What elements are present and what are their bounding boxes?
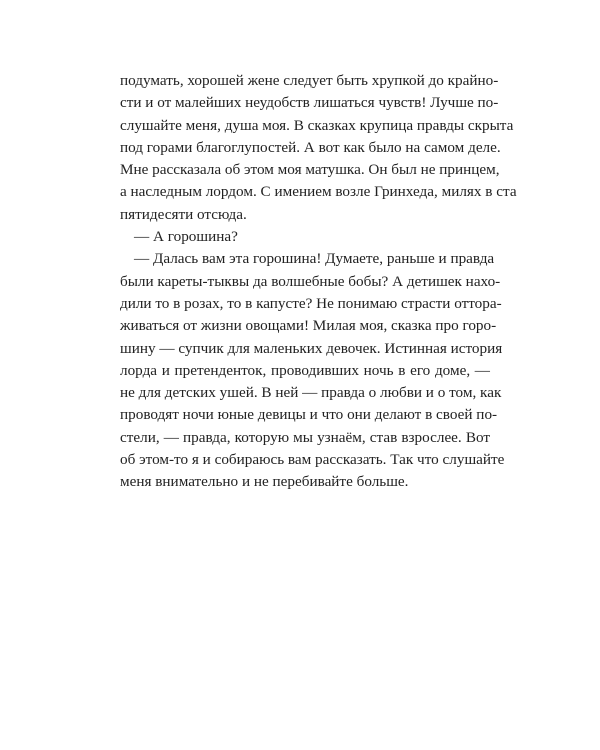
text-line: а наследным лордом. С имением возле Гринхеда, милях в ста — [120, 183, 517, 201]
text-line: пятидесяти отсюда. — [120, 205, 247, 223]
text-line: проводят ночи юные девицы и что они делают в своей по- — [120, 406, 498, 424]
text-line: шину — супчик для маленьких девочек. Истинная история — [120, 339, 503, 357]
text-line: Мне рассказала об этом моя матушка. Он был не принцем, — [120, 161, 500, 179]
dialogue-line: — Далась вам эта горошина! Думаете, раньше и правда — [134, 250, 495, 268]
body-text — [120, 70, 517, 494]
text-line: об этом-то я и собираюсь вам рассказать. Так что слушайте — [120, 451, 505, 469]
text-line: слушайте меня, душа моя. В сказках крупица правды скрыта — [120, 116, 514, 134]
text-line: не для детских ушей. В ней — правда о любви и о том, как — [120, 384, 502, 402]
text-line: под горами благоглупостей. А вот как было на самом деле. — [120, 138, 501, 156]
text-line: были кареты-тыквы да волшебные бобы? А детишек нахо- — [120, 272, 501, 290]
text-line: сти и от малейших неудобств лишаться чувств! Лучше по- — [120, 94, 499, 112]
text-line: живаться от жизни овощами! Милая моя, сказка про горо- — [120, 317, 497, 335]
text-line: стели, — правда, которую мы узнаём, став взрослее. Вот — [120, 428, 490, 446]
text-line: меня внимательно и не перебивайте больше. — [120, 473, 409, 491]
text-line: дили то в розах, то в капусте? Не понимаю страсти оттора- — [120, 294, 502, 312]
text-line: подумать, хорошей жене следует быть хрупкой до крайно- — [120, 72, 499, 89]
text-line: лорда и претенденток, проводивших ночь в его доме, — — [120, 361, 490, 379]
dialogue-line: — А горошина? — [134, 228, 238, 246]
